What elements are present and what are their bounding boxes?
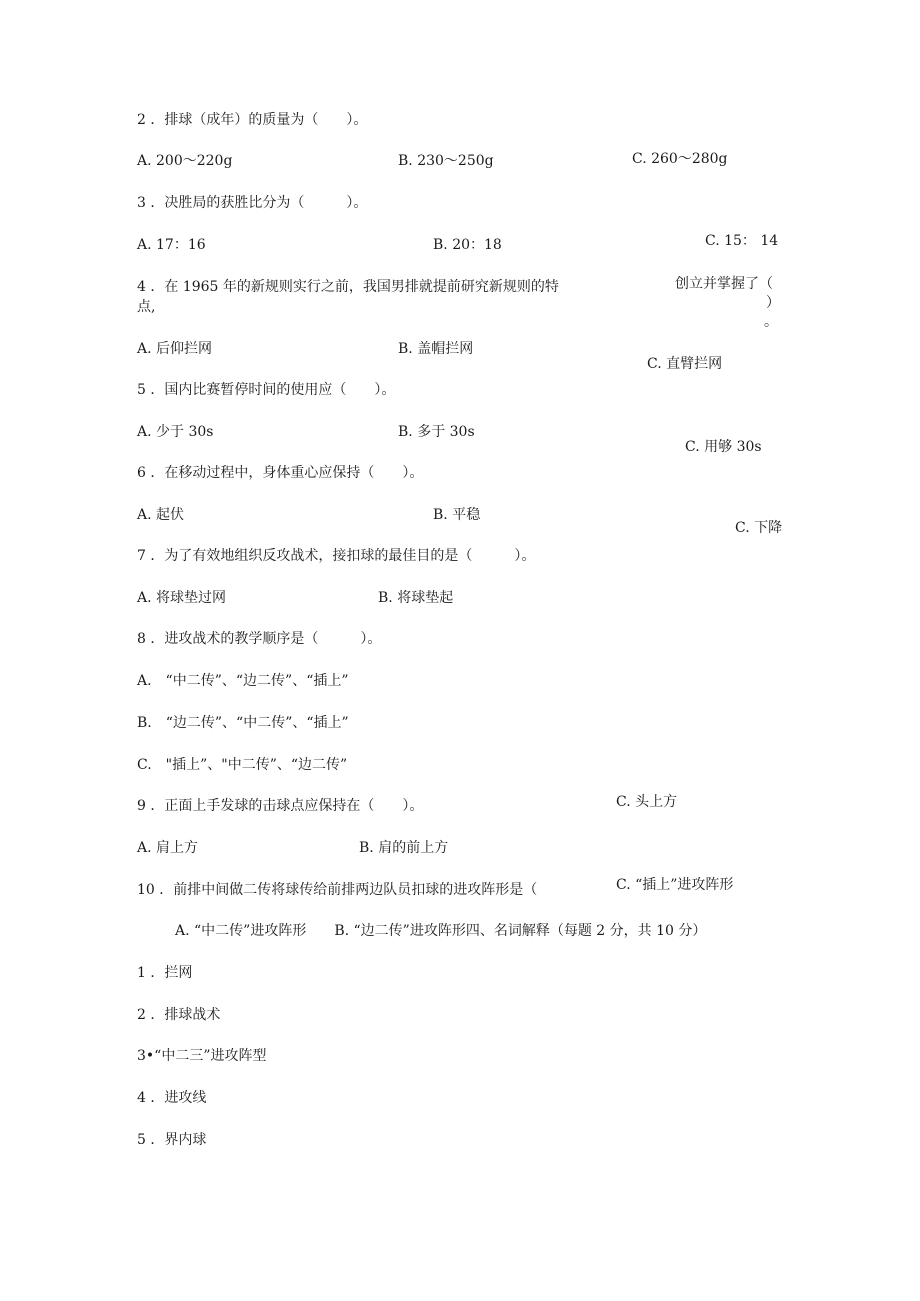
question-6-option-a: A. 起伏: [137, 507, 185, 523]
question-5-option-c: C. 用够 30s: [685, 439, 762, 455]
question-4-stem-right1: 创立并掌握了（: [675, 276, 773, 292]
question-3-option-c: C. 15： 14: [705, 233, 779, 249]
question-5-stem: 5 ．国内比赛暂停时间的使用应（ ）。: [137, 382, 396, 398]
question-7-stem: 7 ．为了有效地组织反攻战术，接扣球的最佳目的是（ ）。: [137, 548, 536, 564]
term-item: 4 ．进攻线: [137, 1090, 207, 1106]
question-2-stem: 2 ．排球（成年）的质量为（ ）。: [137, 112, 368, 128]
question-2-option-b: B. 230～250g: [398, 153, 494, 169]
question-6-stem: 6 ．在移动过程中，身体重心应保持（ ）。: [137, 465, 424, 481]
term-item: 1 ．拦网: [137, 965, 193, 981]
question-4-stem-line1: 4 ．在 1965 年的新规则实行之前，我国男排就提前研究新规则的特: [137, 279, 559, 295]
question-3-option-a: A. 17：16: [137, 237, 206, 253]
term-item: 3•“中二三”进攻阵型: [137, 1048, 267, 1064]
question-4-option-a: A. 后仰拦网: [137, 341, 213, 357]
question-5-option-a: A. 少于 30s: [137, 424, 214, 440]
question-2-option-c: C. 260～280g: [632, 151, 728, 167]
question-4-stem-right2: ）: [766, 295, 780, 311]
question-7-option-a: A. 将球垫过网: [137, 590, 227, 606]
question-5-option-b: B. 多于 30s: [398, 424, 475, 440]
question-7-option-b: B. 将球垫起: [378, 590, 454, 606]
question-10-stem: 10 ．前排中间做二传将球传给前排两边队员扣球的进攻阵形是（: [137, 882, 538, 898]
term-item: 5 ．界内球: [137, 1132, 207, 1148]
question-9-option-c: C. 头上方: [616, 794, 678, 810]
question-3-option-b: B. 20：18: [433, 237, 502, 253]
question-4-stem-line2: 点,: [137, 299, 156, 315]
question-8-option-c: C. "插上”、"中二传”、“边二传”: [137, 757, 348, 773]
question-10-option-c: C. “插上”进攻阵形: [616, 877, 734, 893]
question-3-stem: 3 ．决胜局的获胜比分为（ ）。: [137, 195, 368, 211]
question-4-option-b: B. 盖帽拦网: [398, 341, 474, 357]
question-8-option-a: A. “中二传”、“边二传”、“插上”: [137, 673, 349, 689]
term-item: 2 ．排球战术: [137, 1007, 221, 1023]
question-4-option-c: C. 直臂拦网: [647, 356, 723, 372]
question-9-option-a: A. 肩上方: [137, 840, 199, 856]
question-9-stem: 9 ．正面上手发球的击球点应保持在（ ）。: [137, 798, 424, 814]
question-8-stem: 8 ．进攻战术的教学顺序是（ ）。: [137, 631, 382, 647]
question-9-option-b: B. 肩的前上方: [359, 840, 449, 856]
question-4-stem-right3: 。: [764, 314, 778, 330]
question-6-option-b: B. 平稳: [433, 507, 481, 523]
question-10-options-line: A. “中二传”进攻阵形 B. “边二传”进攻阵形四、名词解释（每题 2 分，共 10 分）: [175, 923, 707, 939]
question-8-option-b: B. “边二传”、“中二传”、“插上”: [137, 715, 349, 731]
question-6-option-c: C. 下降: [735, 520, 783, 536]
question-2-option-a: A. 200～220g: [137, 153, 233, 169]
